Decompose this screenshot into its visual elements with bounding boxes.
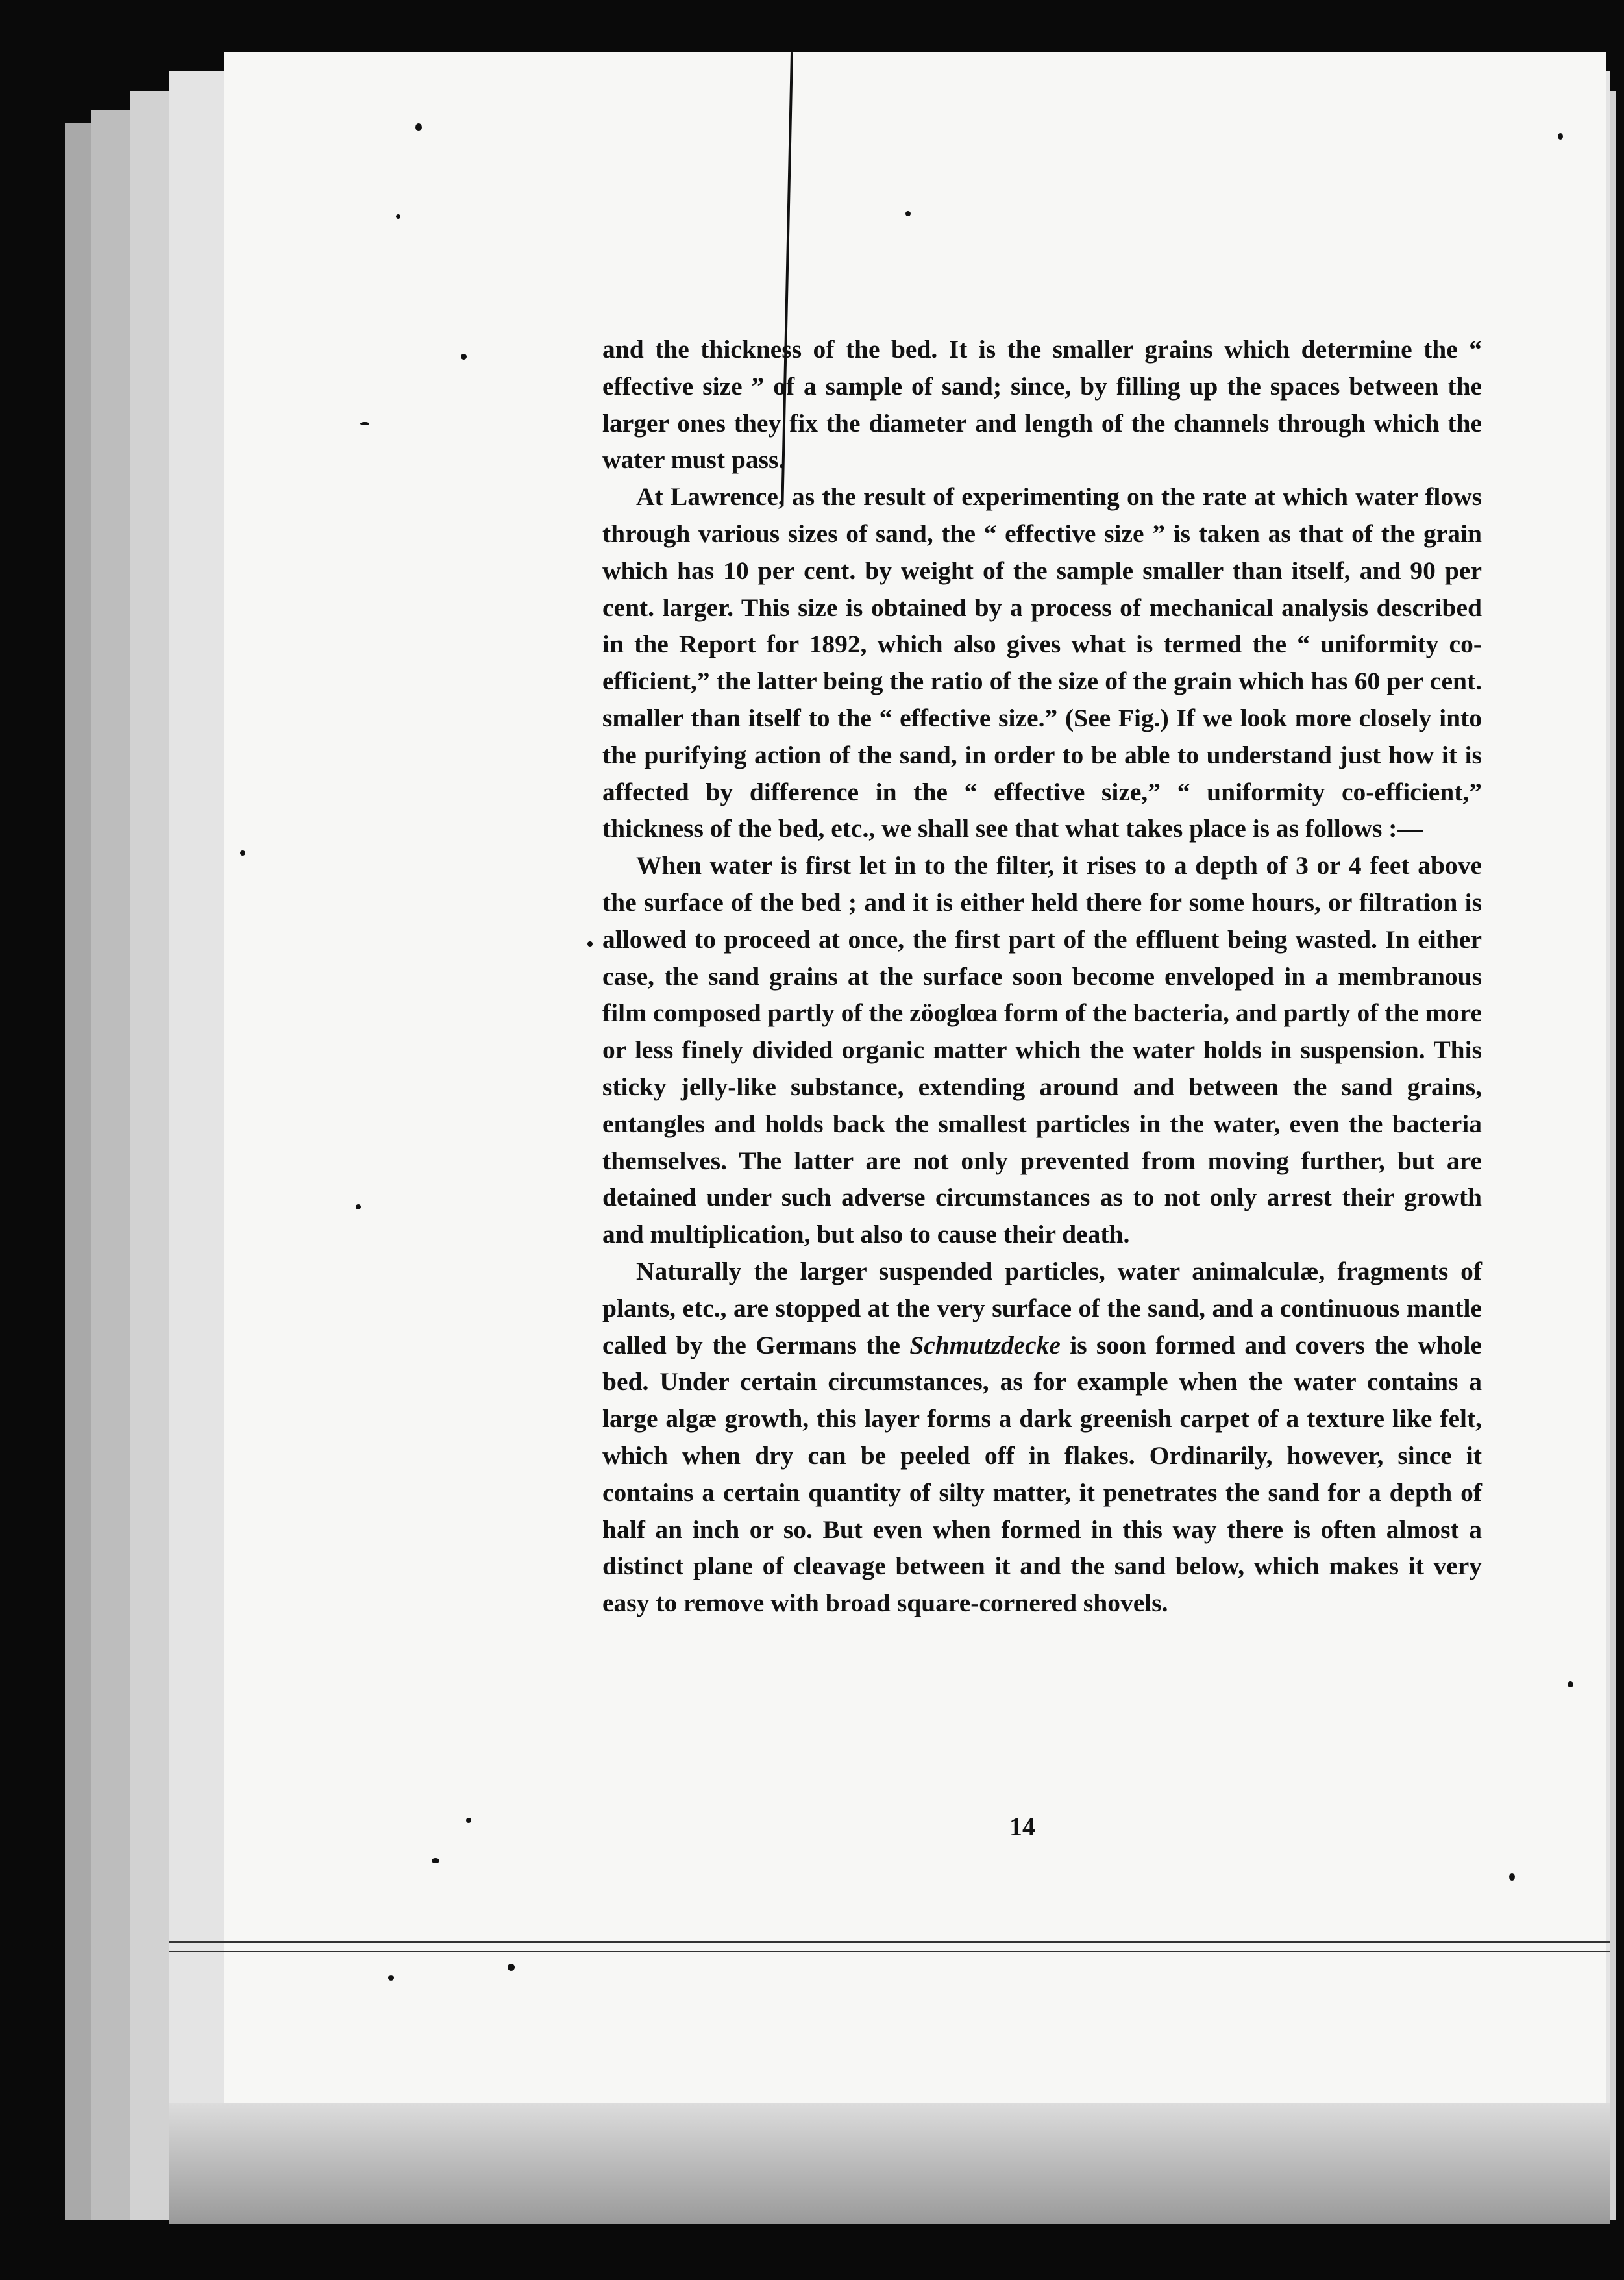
scan-speck (905, 211, 911, 216)
page-number: 14 (1009, 1812, 1035, 1841)
scan-speck (360, 422, 369, 425)
scan-speck (587, 941, 593, 947)
scan-speck (466, 1818, 471, 1823)
page-bottom-shadow (169, 2103, 1610, 2224)
scan-speck (415, 123, 422, 131)
paragraph (602, 1253, 1482, 1622)
fold-line (169, 1941, 1610, 1943)
scan-speck (396, 214, 400, 219)
italic-term: Schmutzdecke (909, 1330, 1061, 1359)
scan-speck (1509, 1873, 1515, 1881)
scan-speck (388, 1975, 394, 1981)
scan-speck (240, 850, 245, 856)
paragraph: When water is first let in to the filter, it rises to a depth of 3 or 4 feet above the surface of the bed ; and it is either held there for some hours, or filtration is allowed to proceed at once, the first part of the effluent being wasted. In either case, the sand grains at the surface soon become enveloped in a membranous film composed partly of the zöoglœa form of the bacteria, and partly of the more or less finely divided organic matter which the water holds in suspension. This sticky jelly-like substance, extending around and between the sand grains, entangles and holds back the smallest particles in the water, even the bacteria themselves. The latter are not only prevented from moving further, but are detained under such adverse circumstances as to not only arrest their growth and multiplication, but also to cause their death. (602, 851, 1482, 1249)
scan-speck (356, 1204, 361, 1209)
scan-speck (1558, 133, 1563, 140)
paragraph-text: Naturally the larger suspended particles, water animalculæ, fragments of plants, etc., are stopped at the very surface of the sand, and a continuous mantle called by the Germans the (602, 1256, 1482, 1359)
fold-line (169, 1951, 1610, 1952)
scan-speck (461, 354, 467, 360)
paragraph: and the thickness of the bed. It is the smaller grains which determine the “ effective size ” of a sample of sand; since, by filling up the spaces between the larger ones they fix the diameter and length of the channels through which the water must pass. (602, 335, 1482, 475)
scan-speck (508, 1964, 515, 1971)
body-text (602, 331, 1482, 1622)
paragraph-text: is soon formed and covers the whole bed. Under certain circumstances, as for example when the water contains a large algæ growth, this layer forms a dark greenish carpet of a texture like felt, which when dry can be peeled off in flakes. Ordinarily, however, since it contains a certain quantity of silty matter, it penetrates the sand for a depth of half an inch or so. But even when formed in this way there is often almost a distinct plane of cleavage between it and the sand below, which makes it very easy to remove with broad square-cornered shovels. (602, 1330, 1482, 1618)
scan-speck (1568, 1681, 1573, 1687)
scan-speck (432, 1858, 439, 1863)
paragraph: At Lawrence, as the result of experimenting on the rate at which water flows through various sizes of sand, the “ effective size ” is taken as that of the grain which has 10 per cent. by weight of the sample smaller than itself, and 90 per cent. larger. This size is obtained by a process of mechanical analysis described in the Report for 1892, which also gives what is termed the “ uniformity co-efficient,” the latter being the ratio of the size of the grain which has 60 per cent. smaller than itself to the “ effective size.” (See Fig.) If we look more closely into the purifying action of the sand, in order to be able to understand just how it is affected by difference in the “ effective size,” “ uniformity co-efficient,” thickness of the bed, etc., we shall see that what takes place is as follows :— (602, 482, 1482, 843)
